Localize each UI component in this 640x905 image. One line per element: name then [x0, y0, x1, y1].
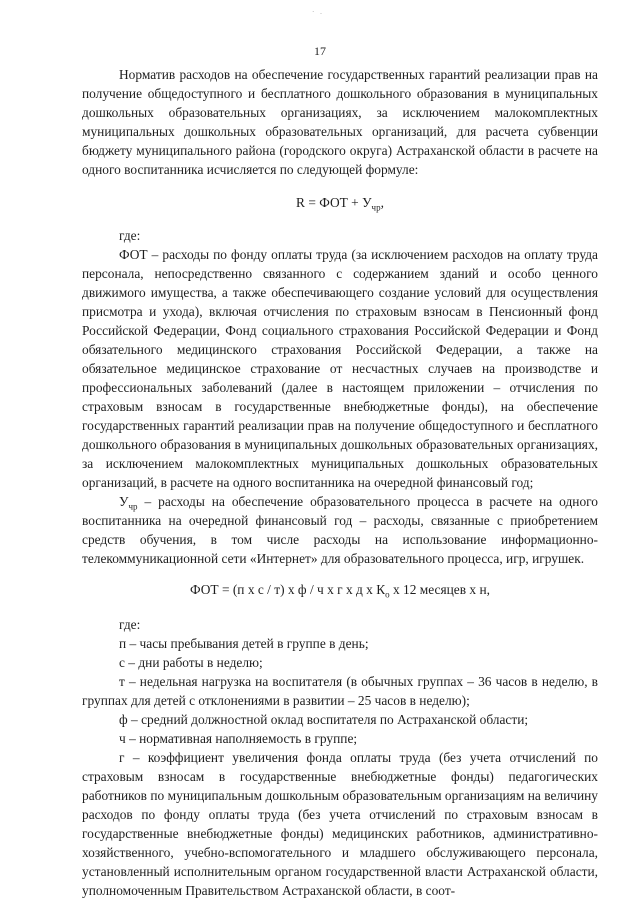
formula-fot-subscript: о	[385, 589, 390, 600]
uchr-definition	[82, 492, 598, 568]
definition-item: ч – нормативная наполняемость в группе;	[119, 731, 358, 746]
definition-item: п – часы пребывания детей в группе в день;	[119, 636, 369, 651]
definition-item: ф – средний должностной оклад воспитателя по Астраханской области;	[119, 712, 529, 727]
definition-item: г – коэффициент увеличения фонда оплаты труда (без учета отчислений по страховым взносам в государственные внебюджетные фонды) педагогических работников по муниципальным дошкольным образовательным организациям на величину расходов по фонду оплаты труда (без учета отчислений по страховым взносам в государственные внебюджетные фонды) медицинских работников, административно-хозяйственного, учебно-вспомогательного и младшего обслуживающего персонала, установленный исполнительным органом государственной власти Астраханской области, уполномоченным Правительством Астраханской области, в соот-	[82, 750, 598, 898]
document-body	[82, 65, 598, 900]
intro-paragraph: Норматив расходов на обеспечение государственных гарантий реализации прав на получение общедоступного и бесплатного дошкольного образования в муниципальных дошкольных образовательных организациях, за исключением малокомплектных муниципальных дошкольных образовательных организаций, для расчета субвенции бюджету муниципального района (городского округа) Астраханской области в расчете на одного воспитанника исчисляется по следующей формуле:	[82, 67, 598, 177]
where-label-2: где:	[119, 617, 141, 632]
fot-definition: ФОТ – расходы по фонду оплаты труда (за исключением расходов на оплату труда персонала, непосредственно связанного с содержанием зданий и особо ценного движимого имущества, а также обеспечивающего создание условий для осуществления присмотра и ухода), включая отчисления по страховым взносам в Пенсионный фонд Российской Федерации, Фонд социального страхования Российской Федерации и Фонд обязательного медицинского страхования Российской Федерации, а также на обязательное медицинское страхование от несчастных случаев на производстве и профессиональных заболеваний (далее в настоящем приложении – отчисления по страховым взносам в государственные внебюджетные фонды), на обеспечение государственных гарантий реализации прав на получение общедоступного и бесплатного дошкольного образования в муниципальных дошкольных образовательных организациях, за исключением малокомплектных муниципальных дошкольных образовательных организаций, в расчете на одного воспитанника на очередной финансовый год;	[82, 247, 598, 490]
formula-fot	[82, 580, 598, 599]
formula-r-main: R = ФОТ + У	[296, 195, 372, 210]
page-number: 17	[314, 44, 326, 58]
definition-item: т – недельная нагрузка на воспитателя (в обычных группах – 36 часов в неделю, в группах для детей с отклонениями в развитии – 25 часов в неделю);	[82, 674, 598, 708]
where-label: где:	[119, 228, 141, 243]
uchr-text: – расходы на обеспечение образовательного процесса в расчете на одного воспитанника на очередной финансовый год – расходы, связанные с приобретением средств обучения, в том числе расходы на использование информационно-телекоммуникационной сети «Интернет» для образовательного процесса, игр, игрушек.	[82, 494, 598, 566]
formula-r-tail: ,	[380, 195, 384, 210]
formula-r	[82, 193, 598, 212]
scan-mark: · .	[312, 8, 324, 16]
definition-item: с – дни работы в неделю;	[119, 655, 263, 670]
formula-fot-main: ФОТ = (п х с / т) х ф / ч х г х д х К	[190, 582, 386, 597]
uchr-symbol: У	[119, 494, 129, 509]
uchr-subscript: чр	[128, 501, 138, 512]
formula-fot-tail: х 12 месяцев х н,	[389, 582, 490, 597]
formula-r-subscript: чр	[371, 202, 381, 213]
